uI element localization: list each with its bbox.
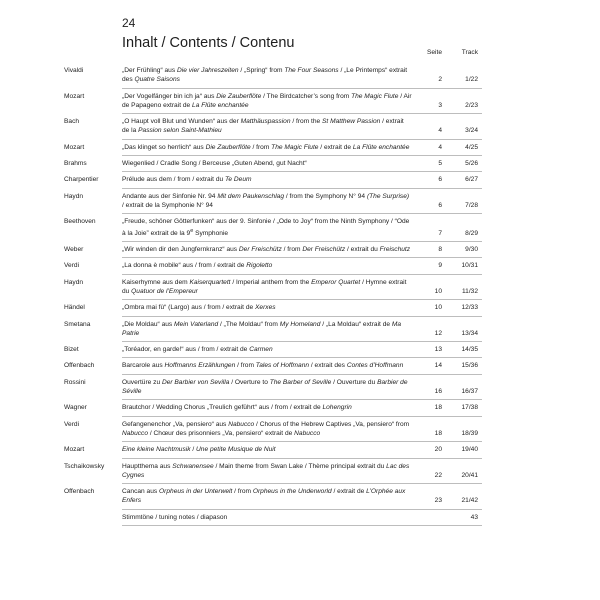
entry-page: 13: [434, 346, 442, 354]
entry-track: 5/26: [465, 160, 478, 168]
contents-entry: [64, 214, 482, 242]
entry-track: 15/36: [461, 362, 478, 370]
column-headers: [122, 51, 482, 61]
entry-page: 4: [438, 127, 442, 135]
entry-page: 10: [434, 304, 442, 312]
entry-page: 2: [438, 76, 442, 84]
entry-track: 18/39: [461, 429, 478, 437]
entry-page: 16: [434, 388, 442, 396]
seite-column-header: Seite: [426, 49, 442, 56]
entry-title: „Der Vogelfänger bin ich ja“ aus Die Zauberflöte / The Birdcatcher’s song from The Magic Flute / Air de Papageno extrait de La Flûte enchantée: [122, 92, 412, 109]
contents-entry: [64, 140, 482, 156]
entry-page: 23: [434, 497, 442, 505]
entry-composer: Smetana: [64, 320, 91, 328]
entry-page: 6: [438, 176, 442, 184]
entry-composer: Brahms: [64, 160, 87, 168]
entry-page: 8: [438, 246, 442, 254]
entry-track: 14/35: [461, 346, 478, 354]
entry-title: „Der Frühling“ aus Die vier Jahreszeiten / „Spring“ from The Four Seasons / „Le Printemps“ extrait des Quatre Saisons: [122, 67, 408, 84]
entry-composer: Tschaikowsky: [64, 462, 105, 470]
entry-composer: Offenbach: [64, 362, 95, 370]
contents-entry: [64, 189, 482, 215]
entry-page: 14: [434, 362, 442, 370]
entry-composer: Händel: [64, 304, 85, 312]
entry-title: Andante aus der Sinfonie Nr. 94 Mit dem Paukenschlag / from the Symphony N° 94 (The Surprise) / extrait de la Symphonie N° 94: [122, 192, 410, 209]
entry-page: 3: [438, 101, 442, 109]
entry-composer: Weber: [64, 246, 84, 254]
contents-entry: [64, 442, 482, 458]
entry-title: Stimmtöne / tuning notes / diapason: [122, 513, 228, 521]
entry-composer: Wagner: [64, 404, 87, 412]
entry-title: Brautchor / Wedding Chorus „Treulich geführt“ aus / from / extrait de Lohengrin: [122, 404, 352, 412]
entry-composer: Mozart: [64, 92, 85, 100]
entry-title: Gefangenenchor „Va, pensiero“ aus Nabucco / Chorus of the Hebrew Captives „Va, pensiero“ from Nabucco / Chœur des prisonniers „Va, pensiero“ extrait de Nabucco: [122, 420, 410, 437]
entry-page: 18: [434, 404, 442, 412]
entry-page: 18: [434, 429, 442, 437]
entry-composer: Bizet: [64, 346, 79, 354]
contents-entry: [64, 242, 482, 258]
entry-track: 20/41: [461, 471, 478, 479]
entry-composer: Rossini: [64, 378, 86, 386]
entry-title: „Wir winden dir den Jungfernkranz“ aus Der Freischütz / from Der Freischütz / extrait du Freischutz: [122, 246, 411, 254]
entry-title: Wiegenlied / Cradle Song / Berceuse „Guten Abend, gut Nacht“: [122, 160, 307, 168]
entry-title: Eine kleine Nachtmusik / Une petite Musique de Nuit: [122, 446, 276, 454]
contents-entry: [64, 400, 482, 416]
contents-entry: [64, 484, 482, 510]
contents-entry: [64, 89, 482, 115]
entry-track: 21/42: [461, 497, 478, 505]
contents-entry: [64, 300, 482, 316]
entry-track: 17/38: [461, 404, 478, 412]
contents-entry: [64, 342, 482, 358]
contents-entry: [122, 510, 482, 526]
contents-entry: [64, 114, 482, 140]
entry-composer: Offenbach: [64, 488, 95, 496]
entry-track: 6/27: [465, 176, 478, 184]
contents-entry: [64, 275, 482, 301]
entry-composer: Charpentier: [64, 176, 99, 184]
entry-track: 3/24: [465, 127, 478, 135]
entry-title: Ouvertüre zu Der Barbier von Sevilla / Overture to The Barber of Seville / Ouverture du Barbier de Séville: [122, 378, 408, 396]
entry-track: 13/34: [461, 329, 478, 337]
entry-composer: Beethoven: [64, 218, 96, 226]
entry-track: 10/31: [461, 262, 478, 270]
contents-entry: [64, 417, 482, 443]
entry-composer: Haydn: [64, 278, 84, 286]
entry-track: 43: [470, 513, 478, 521]
entry-title: „O Haupt voll Blut und Wunden“ aus der Matthäuspassion / from the St Matthew Passion / extrait de la Passion selon Saint-Mathieu: [122, 118, 404, 135]
entry-page: 10: [434, 287, 442, 295]
contents-entry: [64, 375, 482, 401]
entry-composer: Haydn: [64, 192, 84, 200]
entry-composer: Vivaldi: [64, 67, 84, 74]
entry-title: „Das klinget so herrlich“ aus Die Zauberflöte / from The Magic Flute / extrait de La Flûte enchantée: [122, 143, 410, 151]
entry-title: Barcarole aus Hoffmanns Erzählungen / from Tales of Hoffmann / extrait des Contes d’Hoffmann: [122, 362, 404, 370]
contents-entry: [64, 358, 482, 374]
entry-composer: Bach: [64, 118, 80, 126]
entry-title: „Ombra mai fù“ (Largo) aus / from / extrait de Xerxes: [122, 304, 276, 312]
entry-track: 12/33: [461, 304, 478, 312]
entry-track: 4/25: [465, 143, 478, 151]
entry-title: „Die Moldau“ aus Mein Vaterland / „The Moldau“ from My Homeland / „La Moldau“ extrait de Ma Patrie: [122, 320, 402, 337]
entry-page: 7: [438, 229, 442, 237]
track-column-header: Track: [461, 49, 478, 56]
entry-track: 9/30: [465, 246, 478, 254]
entry-track: 2/23: [465, 101, 478, 109]
contents-list: [64, 63, 482, 526]
contents-entry: [64, 459, 482, 485]
entry-composer: Verdi: [64, 262, 80, 270]
contents-entry: [64, 63, 482, 89]
entry-title: Hauptthema aus Schwanensee / Main theme from Swan Lake / Thème principal extrait du Lac des Cygnes: [122, 462, 410, 479]
entry-page: 5: [438, 160, 442, 168]
entry-title: Prélude aus dem / from / extrait du Te Deum: [122, 176, 252, 184]
entry-track: 1/22: [465, 76, 478, 84]
entry-title: Kaiserhymne aus dem Kaiserquartett / Imperial anthem from the Emperor Quartet / Hymne extrait du Quatuor de l’Empereur: [122, 278, 407, 295]
entry-title: „Freude, schöner Götterfunken“ aus der 9. Sinfonie / „Ode to Joy“ from the Ninth Symphony / “Ode à la Joie” extrait de la 9e Symphonie: [122, 218, 410, 237]
entry-title: „Toréador, en garde!“ aus / from / extrait de Carmen: [122, 346, 273, 354]
contents-page: [64, 16, 482, 526]
entry-page: 12: [434, 329, 442, 337]
entry-track: 11/32: [461, 287, 478, 295]
entry-page: 6: [438, 201, 442, 209]
entry-title: Cancan aus Orpheus in der Unterwelt / from Orpheus in the Underworld / extrait de L’Orphée aux Enfers: [122, 488, 406, 505]
entry-composer: Mozart: [64, 143, 85, 151]
page-title: Inhalt / Contents / Contenu: [122, 35, 295, 51]
entry-composer: Mozart: [64, 446, 85, 454]
contents-entry: [64, 317, 482, 343]
entry-composer: Verdi: [64, 420, 80, 428]
entry-track: 8/29: [465, 229, 478, 237]
entry-title: „La donna è mobile“ aus / from / extrait de Rigoletto: [122, 262, 273, 270]
entry-page: 20: [434, 446, 442, 454]
entry-page: 22: [434, 471, 442, 479]
entry-track: 7/28: [465, 201, 478, 209]
contents-entry: [64, 156, 482, 172]
entry-track: 16/37: [461, 388, 478, 396]
entry-page: 4: [438, 143, 442, 151]
contents-entry: [64, 172, 482, 188]
page-number: 24: [122, 16, 136, 30]
contents-entry: [64, 258, 482, 274]
entry-page: 9: [438, 262, 442, 270]
entry-track: 19/40: [461, 446, 478, 454]
